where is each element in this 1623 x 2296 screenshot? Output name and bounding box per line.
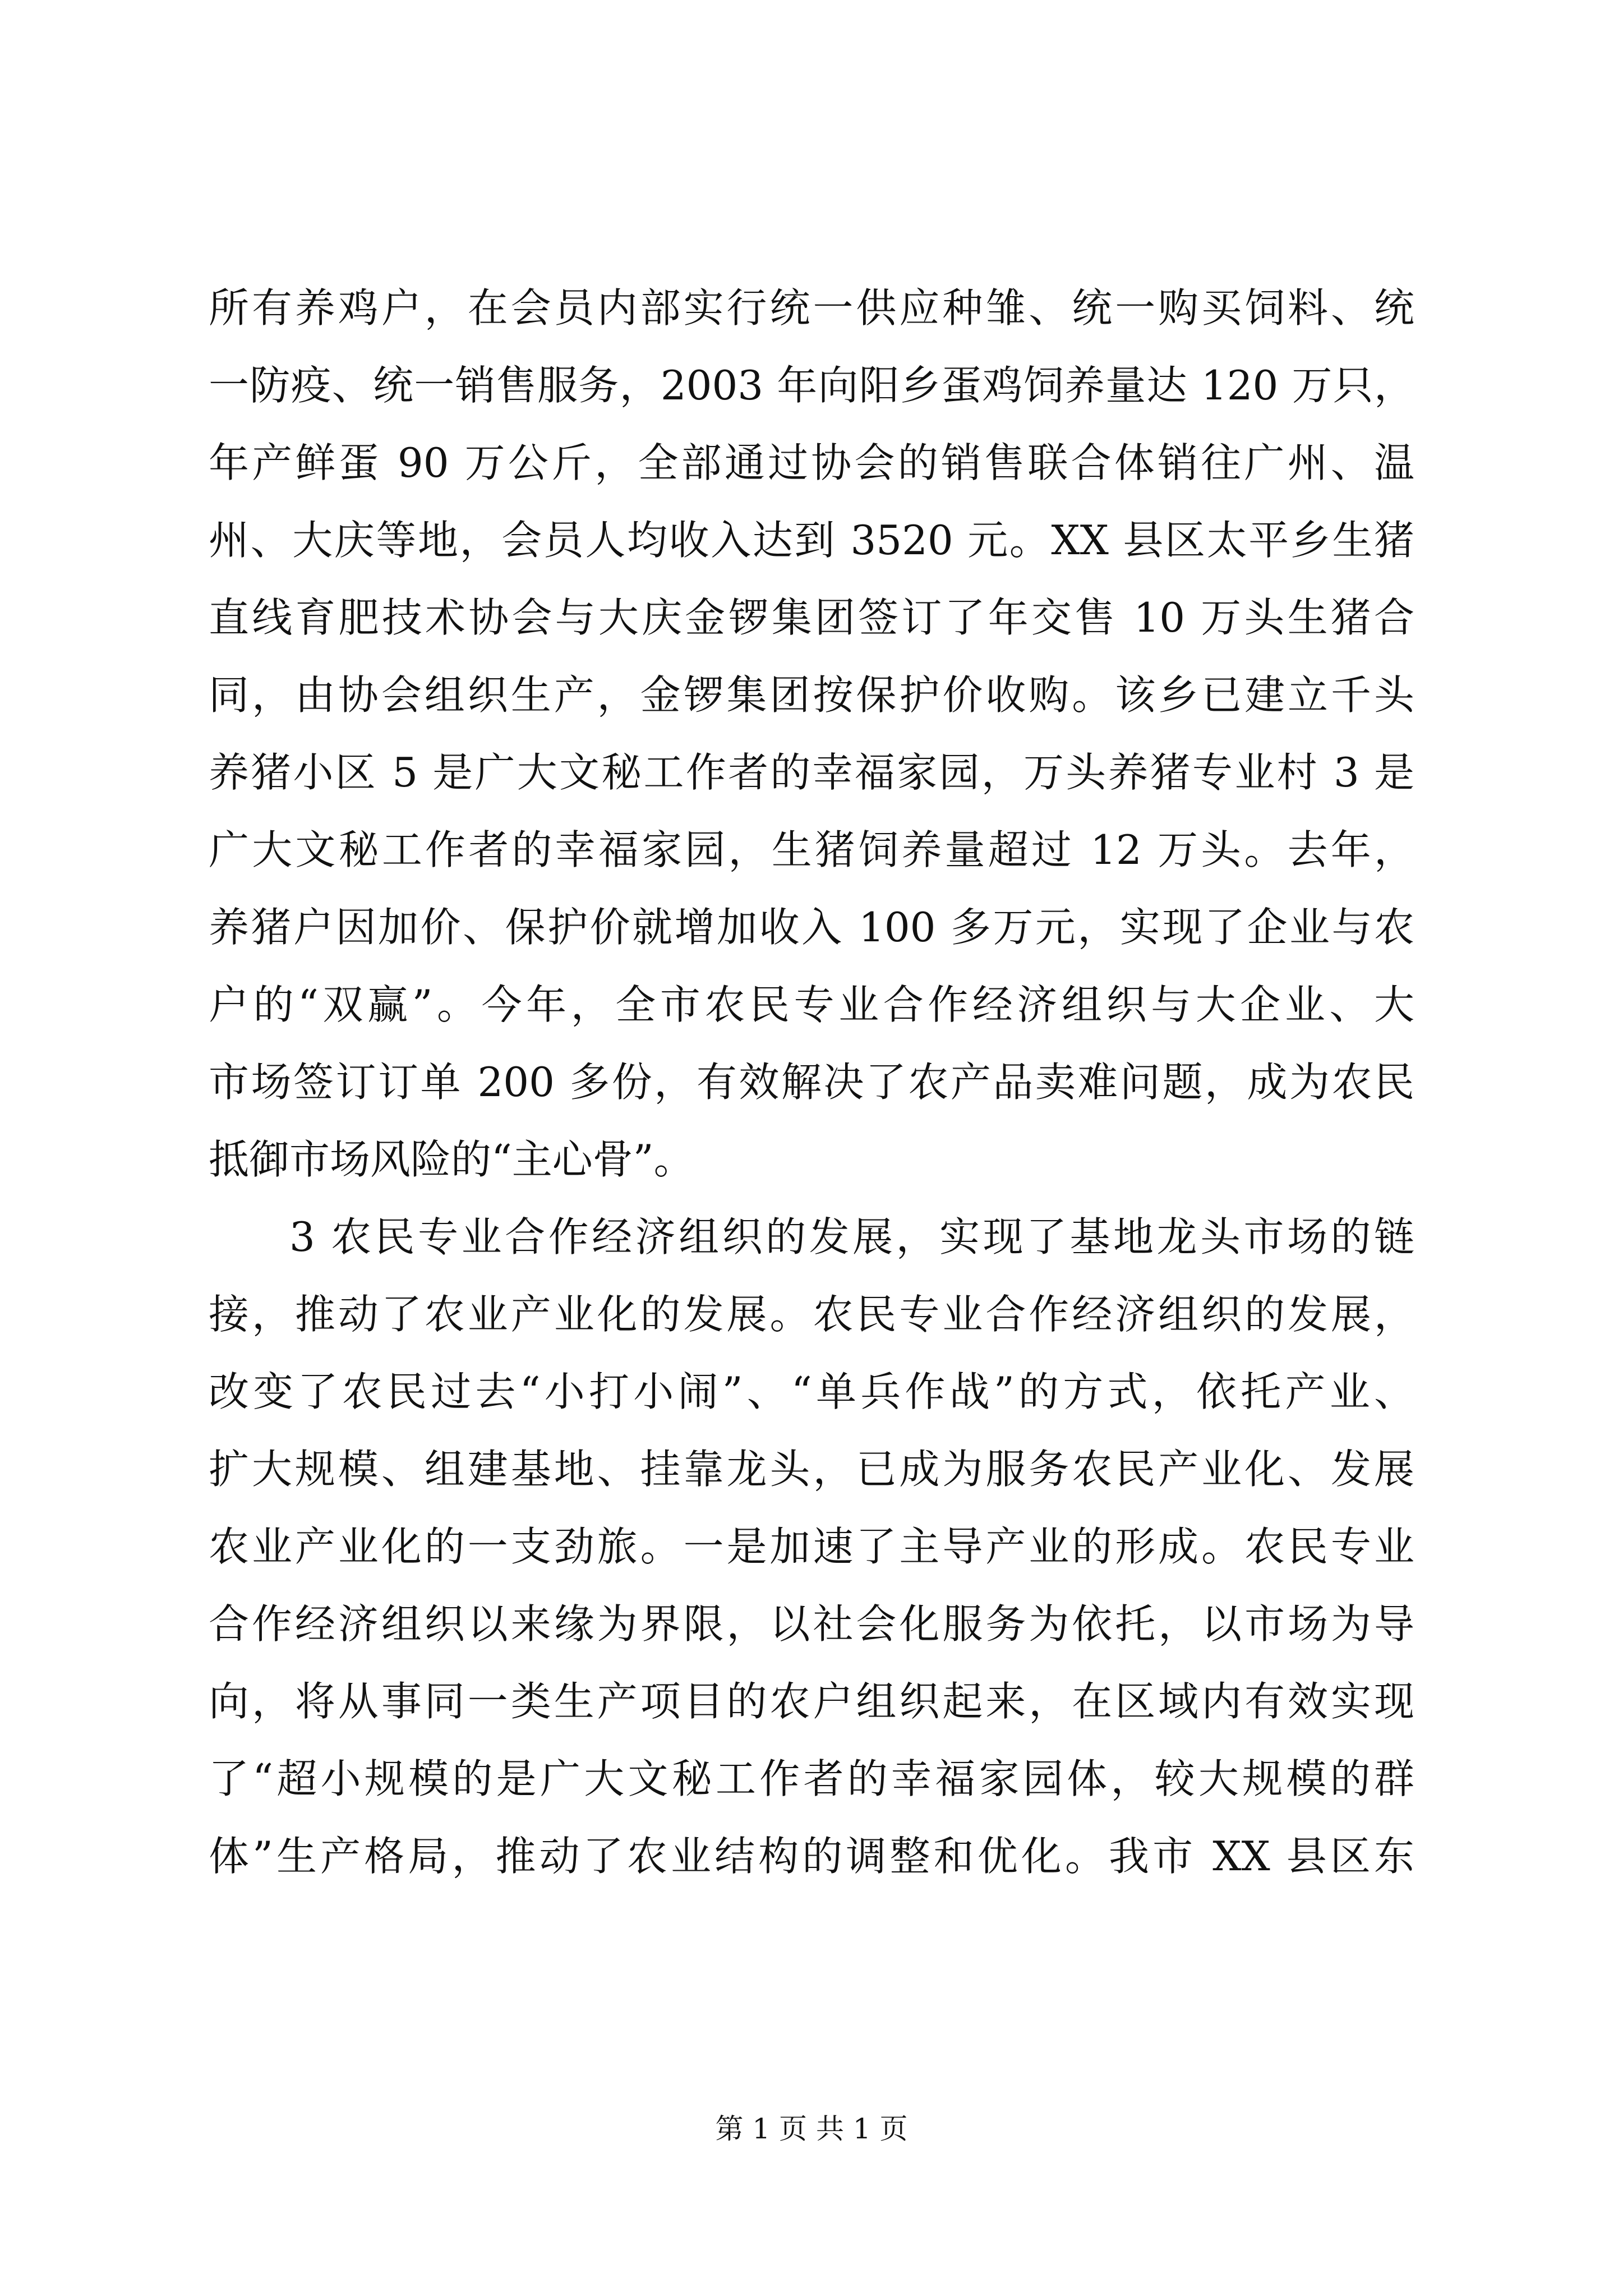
text-line: 户的“双赢”。今年，全市农民专业合作经济组织与大企业、大 bbox=[209, 981, 1414, 1028]
text-line: 一防疫、统一销售服务，2003 年向阳乡蛋鸡饲养量达 120 万只， bbox=[209, 362, 1414, 409]
text-line: 广大文秘工作者的幸福家园，生猪饲养量超过 12 万头。去年， bbox=[209, 826, 1414, 873]
text-line: 养猪户因加价、保护价就增加收入 100 多万元，实现了企业与农 bbox=[209, 904, 1414, 951]
text-line: 年产鲜蛋 90 万公斤，全部通过协会的销售联合体销往广州、温 bbox=[209, 439, 1414, 486]
text-line: 改变了农民过去“小打小闹”、“单兵作战”的方式，依托产业、 bbox=[209, 1368, 1414, 1415]
text-line: 3 农民专业合作经济组织的发展，实现了基地龙头市场的链 bbox=[289, 1213, 1414, 1260]
text-line: 养猪小区 5 是广大文秘工作者的幸福家园，万头养猪专业村 3 是 bbox=[209, 749, 1414, 796]
text-line: 农业产业化的一支劲旅。一是加速了主导产业的形成。农民专业 bbox=[209, 1523, 1414, 1570]
text-line: 接，推动了农业产业化的发展。农民专业合作经济组织的发展， bbox=[209, 1291, 1414, 1338]
text-line: 向，将从事同一类生产项目的农户组织起来，在区域内有效实现 bbox=[209, 1678, 1414, 1725]
text-line: 直线育肥技术协会与大庆金锣集团签订了年交售 10 万头生猪合 bbox=[209, 594, 1414, 641]
text-line: 同，由协会组织生产，金锣集团按保护价收购。该乡已建立千头 bbox=[209, 671, 1414, 719]
text-line: 合作经济组织以来缘为界限，以社会化服务为依托，以市场为导 bbox=[209, 1600, 1414, 1648]
document-body bbox=[209, 269, 1414, 1895]
page-number-footer: 第 1 页 共 1 页 bbox=[715, 2113, 908, 2145]
paragraph-2 bbox=[209, 1198, 1414, 1895]
text-line: 州、大庆等地，会员人均收入达到 3520 元。XX 县区太平乡生猪 bbox=[209, 517, 1414, 564]
text-line: 体”生产格局，推动了农业结构的调整和优化。我市 XX 县区东 bbox=[209, 1833, 1414, 1880]
text-line: 所有养鸡户，在会员内部实行统一供应种雏、统一购买饲料、统 bbox=[209, 284, 1414, 332]
text-line: 扩大规模、组建基地、挂靠龙头，已成为服务农民产业化、发展 bbox=[209, 1446, 1414, 1493]
text-line: 抵御市场风险的“主心骨”。 bbox=[209, 1136, 694, 1183]
paragraph-1 bbox=[209, 269, 1414, 1198]
text-line: 市场签订订单 200 多份，有效解决了农产品卖难问题，成为农民 bbox=[209, 1059, 1414, 1106]
text-line: 了“超小规模的是广大文秘工作者的幸福家园体，较大规模的群 bbox=[209, 1755, 1414, 1802]
